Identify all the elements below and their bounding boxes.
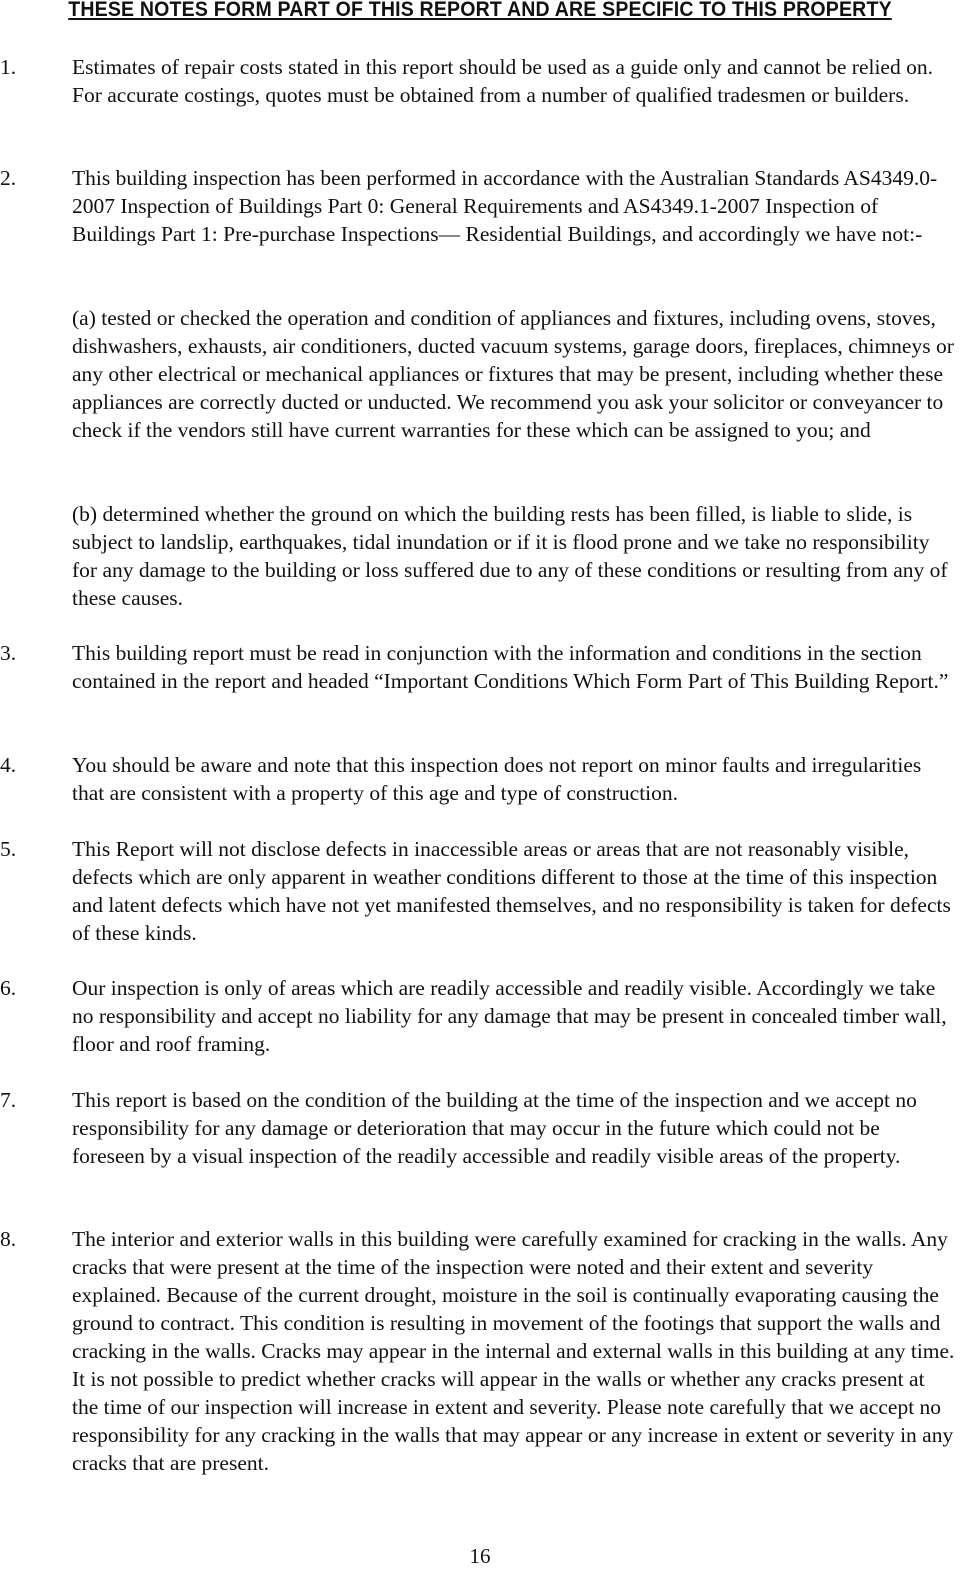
note-item-8 <box>0 1225 960 1477</box>
sub-clause-text: (b) determined whether the ground on which the building rests has been filled, is liable to slide, is subject to landslip, earthquakes, tidal inundation or if it is flood prone and we take no responsibility for any damage to the building or loss suffered due to any of these conditions or resulting from any of these causes. <box>72 502 948 610</box>
note-number: 1. <box>0 55 17 79</box>
note-text: This report is based on the condition of the building at the time of the inspection and we accept no responsibility for any damage or deterioration that may occur in the future which could not be foreseen by a visual inspection of the readily accessible and readily visible areas of the property. <box>72 1088 917 1168</box>
note-number: 5. <box>0 837 17 861</box>
note-number: 6. <box>0 976 17 1000</box>
note-item-3 <box>0 639 960 695</box>
note-number: 7. <box>0 1088 17 1112</box>
note-item-2-sub-b <box>72 500 956 612</box>
note-text: This building inspection has been performed in accordance with the Australian Standards AS4349.0-2007 Inspection of Buildings Part 0: General Requirements and AS4349.1-2007 Inspection of Buildings Part 1: Pre-purchase Inspections— Residential Buildings, and accordingly we have not:- <box>72 166 938 246</box>
note-item-2 <box>0 164 960 248</box>
note-text: You should be aware and note that this inspection does not report on minor faults and irregularities that are consistent with a property of this age and type of construction. <box>72 753 922 805</box>
note-number: 2. <box>0 166 17 190</box>
note-number: 3. <box>0 641 17 665</box>
note-item-7 <box>0 1086 960 1170</box>
note-item-2-sub-a <box>72 304 956 444</box>
page-heading: THESE NOTES FORM PART OF THIS REPORT AND ARE SPECIFIC TO THIS PROPERTY <box>68 0 892 21</box>
note-item-6 <box>0 974 960 1058</box>
sub-clause-text: (a) tested or checked the operation and condition of appliances and fixtures, including ovens, stoves, dishwashers, exhausts, air conditioners, ducted vacuum systems, garage doors, fireplaces, chimneys or any other electrical or mechanical appliances or fixtures that may be present, including whether these appliances are correctly ducted or unducted. We recommend you ask your solicitor or conveyancer to check if the vendors still have current warranties for these which can be assigned to you; and <box>72 306 954 442</box>
note-text: Our inspection is only of areas which are readily accessible and readily visible. Accordingly we take no responsibility and accept no liability for any damage that may be present in concealed timber wall, floor and roof framing. <box>72 976 947 1056</box>
note-item-4 <box>0 751 960 807</box>
page-number: 16 <box>469 1544 491 1568</box>
note-text: The interior and exterior walls in this building were carefully examined for cracking in the walls. Any cracks that were present at the time of the inspection were noted and their extent and severity explained. Because of the current drought, moisture in the soil is continually evaporating causing the ground to contract. This condition is resulting in movement of the footings that support the walls and cracking in the walls. Cracks may appear in the internal and external walls in this building at any time. It is not possible to predict whether cracks will appear in the walls or whether any cracks present at the time of our inspection will increase in extent and severity. Please note carefully that we accept no responsibility for any cracking in the walls that may appear or any increase in extent or severity in any cracks that are present. <box>72 1227 955 1475</box>
note-number: 8. <box>0 1227 17 1251</box>
note-text: Estimates of repair costs stated in this report should be used as a guide only and cannot be relied on. For accurate costings, quotes must be obtained from a number of qualified tradesmen or builders. <box>72 55 933 107</box>
note-number: 4. <box>0 753 17 777</box>
note-text: This building report must be read in conjunction with the information and conditions in the section contained in the report and headed “Important Conditions Which Form Part of This Building Report.” <box>72 641 949 693</box>
note-item-5 <box>0 835 960 947</box>
note-item-1 <box>0 53 960 109</box>
note-text: This Report will not disclose defects in inaccessible areas or areas that are not reasonably visible, defects which are only apparent in weather conditions different to those at the time of this inspection and latent defects which have not yet manifested themselves, and no responsibility is taken for defects of these kinds. <box>72 837 951 945</box>
